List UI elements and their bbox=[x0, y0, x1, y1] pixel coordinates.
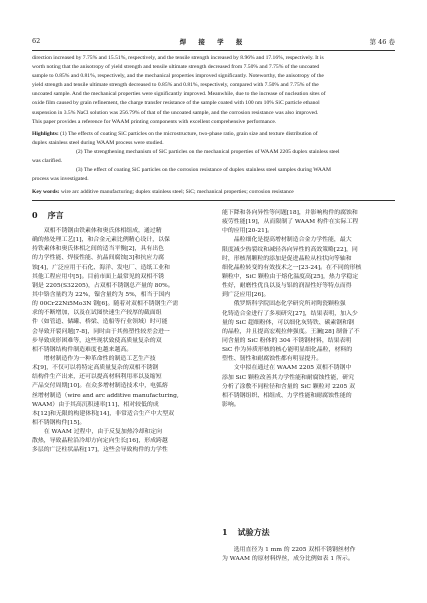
body-line: 持铁素体和奥氏体相之间的适当平衡[2]，具有出色 bbox=[32, 246, 165, 253]
right-column-methods bbox=[222, 546, 396, 564]
body-line: 求的不断增加，以及在试图快速生产较厚的截面组 bbox=[32, 310, 162, 317]
body-line: 时，形核剂颗粒的添加是促进晶粒从柱状向等轴和 bbox=[222, 255, 352, 262]
body-line: 中的应用[20-21]。 bbox=[222, 228, 274, 235]
body-line: 塑性、韧性和耐腐蚀性都有明显提升。 bbox=[222, 356, 323, 363]
abstract-line: worth noting that the anisotropy of yield strength and tensile ultimate strength decreased from 7.50% and 7.75% of the uncoated bbox=[32, 64, 320, 71]
body-line: 其他工程应用中[5]。目前市面上最常见的双相不锈 bbox=[32, 273, 165, 280]
abstract-line: uncoated sample. And the mechanical properties were significantly improved. Meanwhile, due to the increase of nucleation sites of bbox=[32, 91, 326, 98]
body-line: 的晶粒，并且提高宏观拉伸强度。王澜[28] 制备了不 bbox=[222, 328, 360, 335]
section-title: 序言 bbox=[47, 210, 64, 220]
abstract-line: sample to 0.85% and 0.81%, respectively, and the mechanical properties improved significantly. Noteworthy, the anisotropy of the bbox=[32, 73, 324, 80]
journal-name: 焊 接 学 报 bbox=[179, 38, 248, 46]
body-line: 分析了涂敷不同粒径和含量的 SiC 颗粒对 2205 双 bbox=[222, 383, 356, 390]
running-header bbox=[32, 37, 395, 49]
highlights-line: was clarified. bbox=[32, 158, 63, 165]
body-line: 术[9]，不仅可以将特定高质量复杂的双相不锈钢 bbox=[32, 365, 159, 372]
section-heading-intro bbox=[32, 210, 74, 221]
body-line: 量的 SiC 超细粉体，可以细化灰铸铁、碳素钢和钢 bbox=[222, 319, 354, 326]
body-line: 多层的广泛柱状晶粒[17]，这些会导致构件的力学性 bbox=[32, 447, 168, 454]
abstract-line: oxide film caused by grain refinement, the charge transfer resistance of the sample coated with 100 nm 10% SiC particle ethanol bbox=[32, 100, 320, 107]
highlights-line: (2) The strengthening mechanism of SiC particles on the mechanical properties of WAAM 2205 duplex stainless steel bbox=[76, 149, 340, 156]
abstract-line: This paper provides a reference for WAAM printing components with excellent comprehensive performance. bbox=[32, 118, 277, 125]
body-line: 丝增材制造（wire and arc additive manufacturing, bbox=[32, 392, 179, 399]
body-line: 细化晶粒转变的有效技术之一[23-24]。在不同的形核 bbox=[222, 264, 362, 271]
body-line: 的 00Cr22Ni5Mo3N 钢[6]。随着对双相不锈钢生产需 bbox=[32, 301, 179, 308]
body-line: 相不锈钢结构件制造难度也越来越高。 bbox=[32, 346, 133, 353]
body-line: 选用直径为 1 mm 的 2205 双相不锈钢丝材作 bbox=[222, 547, 356, 553]
section-number: 0 bbox=[32, 210, 38, 220]
body-line: 会导致开裂问题[7-8]，同时由于其热塑性较差会进一 bbox=[32, 328, 170, 335]
abstract-rule bbox=[32, 200, 395, 201]
body-line: 蚀[4]，广泛应用于石化、海洋、发电厂、造纸工业和 bbox=[32, 264, 170, 271]
page-number: 62 bbox=[32, 37, 41, 45]
highlights-label: Highlights: bbox=[32, 131, 59, 137]
keywords-label: Key words: bbox=[32, 189, 60, 195]
body-line: 疲劳性能[19]，从而限制了 WAAM 构件在实际工程 bbox=[222, 219, 359, 226]
body-line: 钢是 2205(S32205)，占双相不锈钢总产量的 80%。 bbox=[32, 282, 174, 289]
body-line: 能下降和各向异性等问题[18]，并影响构件的腐蚀和 bbox=[222, 210, 358, 216]
right-column bbox=[222, 209, 396, 410]
left-column bbox=[32, 227, 206, 456]
body-line: 双相不锈钢由铁素体和奥氏体相组成，通过精 bbox=[32, 228, 162, 234]
body-line: 相不锈钢组织、相组成、力学性能和耐腐蚀性能的 bbox=[222, 392, 352, 399]
body-line: 步导致成形困难等，这些现状致使高质量复杂的双 bbox=[32, 337, 162, 344]
body-line: WAAM）由于其高沉积速率[11]、相对较低的成 bbox=[32, 401, 159, 408]
body-line: 添加 SiC 颗粒改善其力学性能和耐腐蚀性能，研究 bbox=[222, 374, 354, 381]
body-line: 确的热处理工艺[1]，和合金元素比例精心设计，以保 bbox=[32, 237, 170, 244]
body-line: 的力学性能、焊接性能、抗晶间腐蚀[3]和抗应力腐 bbox=[32, 255, 165, 262]
body-line: SiC 作为异质形核的核心能明显细化晶粒，材料的 bbox=[222, 347, 353, 354]
keywords-block bbox=[32, 188, 395, 197]
body-line: 本[12]和无限的构建体积[14]，非常适合生产中大型双 bbox=[32, 410, 174, 417]
body-line: 性好，耐磨性优良以及与铝的润湿性好等特点而得 bbox=[222, 283, 352, 290]
body-line: 结构件生产出来，还可以提高材料利用率以及缩短 bbox=[32, 374, 162, 381]
body-line: 文中拟在通过在 WAAM 2205 双相不锈钢中 bbox=[222, 365, 352, 372]
section-title: 试验方法 bbox=[237, 527, 270, 537]
section-heading-methods bbox=[222, 527, 280, 538]
body-line: 限度减少热裂纹和减轻各向异性的高效策略[22]，同 bbox=[222, 246, 358, 253]
highlights-block bbox=[32, 130, 395, 185]
highlights-line: (3) The effect of coating SiC particles on the corrosion resistance of duplex stainless steel samples during WAAM bbox=[76, 167, 331, 174]
body-line: 其中铬含量约为 22%，镍含量约为 5%，相当于国内 bbox=[32, 291, 171, 298]
body-line: 同含量的 SiC 粉体的 304 不锈钢材料，结果表明 bbox=[222, 337, 352, 344]
section-number: 1 bbox=[222, 527, 228, 537]
body-line: 在 WAAM 过程中，由于反复加热冷却和定向 bbox=[32, 429, 163, 436]
header-rule bbox=[32, 50, 395, 51]
body-line: 化铸造合金进行了多项研究[27]，结果表明，加入少 bbox=[222, 310, 358, 317]
abstract-line: suspension in 3.5% NaCl solution was 256.79% of that of the uncoated sample, and the corrosion resistance was also improved. bbox=[32, 109, 319, 116]
body-line: 相不锈钢构件[15]。 bbox=[32, 419, 86, 426]
keywords-text: wire arc additive manufacturing; duplex stainless steel; SiC; mechanical properties; corrosion resistance bbox=[59, 189, 294, 195]
body-line: 影响。 bbox=[222, 401, 240, 408]
body-line: 散热，导致晶粒沿冷却方向定向生长[16]，形成跨越 bbox=[32, 438, 168, 445]
body-line: 颗粒中，SiC 颗粒由于熔化温度高[25]，热力学稳定 bbox=[222, 273, 359, 280]
body-line: 产品交付周期[10]。在众多增材制造技术中，电弧熔 bbox=[32, 383, 168, 390]
abstract-block bbox=[32, 54, 395, 127]
body-line: 增材制造作为一种革命性的制造工艺生产技 bbox=[32, 355, 156, 362]
highlights-line: process was investigated. bbox=[32, 176, 89, 183]
body-line: 件（如管道、储罐、桥梁、造船等行业领域）时可能 bbox=[32, 319, 168, 326]
highlights-line: (1) The effects of coating SiC particles on the microstructure, two-phase ratio, grain size and texture distribution of bbox=[58, 131, 318, 137]
abstract-line: yield strength and tensile ultimate strength decreased to 0.85% and 0.81%, respectively, compared with 7.50% and 7.75% of the bbox=[32, 82, 319, 89]
volume-label: 第 46 卷 bbox=[369, 38, 395, 46]
body-line: 晶粒细化是提高增材制造合金力学性能，最大 bbox=[222, 237, 352, 244]
body-line: 为 WAAM 的原材料焊丝，成分比例如表 1 所示。 bbox=[222, 556, 354, 563]
abstract-line: direction increased by 7.75% and 15.51%, respectively, and the tensile strength increased by 8.96% and 17.16%, respectively. It is bbox=[32, 55, 324, 61]
body-line: 俄罗斯科学院固态化学研究所对陶瓷颗粒强 bbox=[222, 301, 346, 308]
body-line: 到广泛应用[26]。 bbox=[222, 292, 270, 299]
highlights-line: duplex stainless steel during WAAM process were studied. bbox=[32, 140, 164, 147]
